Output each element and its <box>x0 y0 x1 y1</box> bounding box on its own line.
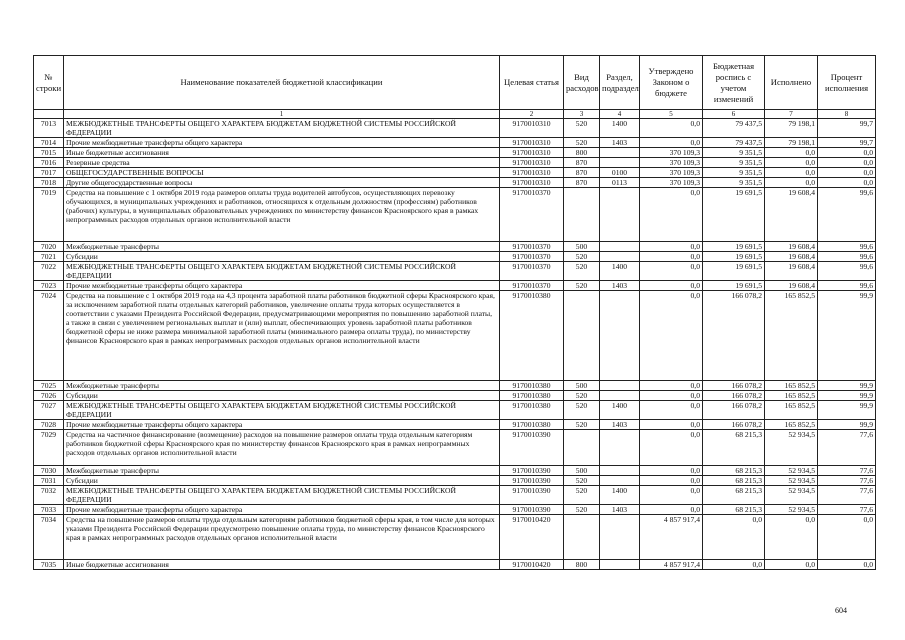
row-executed: 165 852,5 <box>765 391 818 401</box>
row-name: Прочие межбюджетные трансферты общего характера <box>64 138 500 148</box>
row-schedule: 166 078,2 <box>703 381 765 391</box>
row-approved: 0,0 <box>640 420 703 430</box>
row-percent: 99,9 <box>818 381 876 391</box>
row-percent: 0,0 <box>818 178 876 188</box>
row-executed: 19 608,4 <box>765 262 818 281</box>
row-number: 7022 <box>34 262 64 281</box>
row-kind: 500 <box>564 381 600 391</box>
table-row <box>34 138 876 148</box>
row-executed: 19 608,4 <box>765 242 818 252</box>
row-section: 1400 <box>600 486 640 505</box>
row-approved: 0,0 <box>640 430 703 466</box>
row-approved: 0,0 <box>640 391 703 401</box>
row-section: 1400 <box>600 119 640 138</box>
row-approved: 0,0 <box>640 291 703 381</box>
row-percent: 99,6 <box>818 252 876 262</box>
row-schedule: 79 437,5 <box>703 138 765 148</box>
table-row <box>34 505 876 515</box>
row-number: 7030 <box>34 466 64 476</box>
row-target: 9170010370 <box>500 242 564 252</box>
table-row <box>34 430 876 466</box>
table-row <box>34 262 876 281</box>
row-section: 1403 <box>600 420 640 430</box>
row-schedule: 19 691,5 <box>703 281 765 291</box>
row-percent: 0,0 <box>818 560 876 570</box>
header-row-no: № строки <box>34 56 64 110</box>
row-number: 7018 <box>34 178 64 188</box>
row-percent: 99,6 <box>818 188 876 242</box>
row-percent: 99,7 <box>818 138 876 148</box>
row-target: 9170010390 <box>500 505 564 515</box>
budget-table <box>33 55 876 570</box>
header-executed: Исполнено <box>765 56 818 110</box>
row-kind: 870 <box>564 178 600 188</box>
row-section: 1403 <box>600 138 640 148</box>
row-target: 9170010380 <box>500 401 564 420</box>
row-kind: 500 <box>564 242 600 252</box>
row-name: Другие общегосударственные вопросы <box>64 178 500 188</box>
row-kind: 520 <box>564 252 600 262</box>
row-number: 7020 <box>34 242 64 252</box>
row-schedule: 9 351,5 <box>703 168 765 178</box>
row-number: 7014 <box>34 138 64 148</box>
row-executed: 52 934,5 <box>765 466 818 476</box>
row-target: 9170010420 <box>500 515 564 560</box>
row-section <box>600 515 640 560</box>
row-executed: 19 608,4 <box>765 281 818 291</box>
header-target: Целевая статья <box>500 56 564 110</box>
row-kind: 520 <box>564 476 600 486</box>
row-kind: 520 <box>564 281 600 291</box>
row-name: МЕЖБЮДЖЕТНЫЕ ТРАНСФЕРТЫ ОБЩЕГО ХАРАКТЕРА БЮДЖЕТАМ БЮДЖЕТНОЙ СИСТЕМЫ РОССИЙСКОЙ ФЕДЕРАЦИИ <box>64 486 500 505</box>
row-percent: 77,6 <box>818 430 876 466</box>
column-number <box>34 110 64 119</box>
header-percent: Процент исполнения <box>818 56 876 110</box>
row-section <box>600 430 640 466</box>
row-approved: 0,0 <box>640 281 703 291</box>
row-kind: 520 <box>564 138 600 148</box>
row-kind: 520 <box>564 119 600 138</box>
row-section: 1400 <box>600 401 640 420</box>
row-target: 9170010310 <box>500 158 564 168</box>
row-executed: 52 934,5 <box>765 505 818 515</box>
row-schedule: 166 078,2 <box>703 291 765 381</box>
row-section: 1403 <box>600 281 640 291</box>
row-section <box>600 291 640 381</box>
row-kind: 800 <box>564 560 600 570</box>
row-section <box>600 252 640 262</box>
row-executed: 52 934,5 <box>765 486 818 505</box>
row-schedule: 0,0 <box>703 560 765 570</box>
row-percent: 77,6 <box>818 466 876 476</box>
table-row <box>34 119 876 138</box>
table-row <box>34 148 876 158</box>
row-percent: 99,9 <box>818 420 876 430</box>
row-approved: 4 857 917,4 <box>640 515 703 560</box>
row-name: Средства на повышение с 1 октября 2019 года размеров оплаты труда водителей автобусов, осуществляющих перевозку обучающихся, в муниципальных учреждениях и работников, относящихся к отдельным должностям (профессиям) работников (рабочих) культуры, в муниципальных образовательных учреждениях по министерству финансов Красноярского края в рамках непрограммных расходов отдельных органов исполнительной власти <box>64 188 500 242</box>
row-executed: 0,0 <box>765 560 818 570</box>
row-schedule: 68 215,3 <box>703 505 765 515</box>
row-executed: 19 608,4 <box>765 188 818 242</box>
row-name: Средства на повышение с 1 октября 2019 года на 4,3 процента заработной платы работников бюджетной сферы Красноярского края, за исключением заработной платы отдельных категорий работников, увеличение оплаты труда которых осуществляется в соответствии с указами Президента Российской Федерации, предусматривающими мероприятия по повышению заработной платы, а также в связи с увеличением региональных выплат и (или) выплат, обеспечивающих уровень заработной платы работников бюджетной сферы не ниже размера минимальной заработной платы (минимального размера оплаты труда), по министерству финансов Красноярского края в рамках непрограммных расходов отдельных органов исполнительной власти <box>64 291 500 381</box>
row-executed: 0,0 <box>765 178 818 188</box>
row-schedule: 68 215,3 <box>703 476 765 486</box>
row-number: 7031 <box>34 476 64 486</box>
row-name: Субсидии <box>64 391 500 401</box>
row-target: 9170010310 <box>500 178 564 188</box>
row-section <box>600 391 640 401</box>
row-approved: 370 109,3 <box>640 158 703 168</box>
row-target: 9170010370 <box>500 281 564 291</box>
row-percent: 99,6 <box>818 242 876 252</box>
row-approved: 0,0 <box>640 138 703 148</box>
table-row <box>34 188 876 242</box>
row-schedule: 19 691,5 <box>703 188 765 242</box>
row-name: Прочие межбюджетные трансферты общего характера <box>64 420 500 430</box>
row-percent: 99,7 <box>818 119 876 138</box>
table-row <box>34 391 876 401</box>
row-approved: 0,0 <box>640 381 703 391</box>
column-number: 3 <box>564 110 600 119</box>
row-number: 7028 <box>34 420 64 430</box>
column-number: 5 <box>640 110 703 119</box>
row-executed: 19 608,4 <box>765 252 818 262</box>
row-name: Иные бюджетные ассигнования <box>64 148 500 158</box>
row-approved: 370 109,3 <box>640 178 703 188</box>
row-schedule: 19 691,5 <box>703 242 765 252</box>
row-kind: 870 <box>564 158 600 168</box>
row-percent: 99,9 <box>818 391 876 401</box>
row-approved: 0,0 <box>640 466 703 476</box>
row-name: Средства на повышение размеров оплаты труда отдельным категориям работников бюджетной сферы края, в том числе для которых указами Президента Российской Федерации предусмотрено повышение оплаты труда, по министерству финансов Красноярского края в рамках непрограммных расходов отдельных органов исполнительной власти <box>64 515 500 560</box>
row-target: 9170010310 <box>500 119 564 138</box>
row-number: 7026 <box>34 391 64 401</box>
row-kind: 500 <box>564 466 600 476</box>
row-executed: 165 852,5 <box>765 401 818 420</box>
row-target: 9170010420 <box>500 560 564 570</box>
table-row <box>34 281 876 291</box>
row-kind <box>564 291 600 381</box>
table-row <box>34 178 876 188</box>
row-target: 9170010310 <box>500 148 564 158</box>
row-approved: 0,0 <box>640 252 703 262</box>
row-number: 7027 <box>34 401 64 420</box>
column-number: 1 <box>64 110 500 119</box>
column-number: 6 <box>703 110 765 119</box>
row-target: 9170010380 <box>500 420 564 430</box>
row-percent: 99,9 <box>818 401 876 420</box>
row-name: Средства на частичное финансирование (возмещение) расходов на повышение размеров оплаты труда отдельным категориям работников бюджетной сферы Красноярского края по министерству финансов Красноярского края в рамках непрограммных расходов отдельных органов исполнительной власти <box>64 430 500 466</box>
row-number: 7013 <box>34 119 64 138</box>
row-target: 9170010380 <box>500 381 564 391</box>
row-number: 7016 <box>34 158 64 168</box>
row-section <box>600 188 640 242</box>
table-row <box>34 401 876 420</box>
row-schedule: 68 215,3 <box>703 486 765 505</box>
table-row <box>34 420 876 430</box>
row-approved: 0,0 <box>640 242 703 252</box>
row-executed: 165 852,5 <box>765 381 818 391</box>
row-kind: 520 <box>564 420 600 430</box>
table-body <box>34 119 876 570</box>
row-number: 7017 <box>34 168 64 178</box>
row-target: 9170010380 <box>500 291 564 381</box>
row-executed: 79 198,1 <box>765 119 818 138</box>
header-row <box>34 56 876 110</box>
row-target: 9170010390 <box>500 476 564 486</box>
row-executed: 52 934,5 <box>765 476 818 486</box>
row-section <box>600 466 640 476</box>
row-schedule: 9 351,5 <box>703 158 765 168</box>
header-section: Раздел, подраздел <box>600 56 640 110</box>
row-name: МЕЖБЮДЖЕТНЫЕ ТРАНСФЕРТЫ ОБЩЕГО ХАРАКТЕРА БЮДЖЕТАМ БЮДЖЕТНОЙ СИСТЕМЫ РОССИЙСКОЙ ФЕДЕРАЦИИ <box>64 401 500 420</box>
row-percent: 77,6 <box>818 505 876 515</box>
row-name: Прочие межбюджетные трансферты общего характера <box>64 505 500 515</box>
row-schedule: 166 078,2 <box>703 401 765 420</box>
row-section <box>600 476 640 486</box>
row-number: 7033 <box>34 505 64 515</box>
row-target: 9170010310 <box>500 168 564 178</box>
header-schedule: Бюджетная роспись с учетом изменений <box>703 56 765 110</box>
table-row <box>34 476 876 486</box>
row-kind: 870 <box>564 168 600 178</box>
row-schedule: 9 351,5 <box>703 148 765 158</box>
row-name: Иные бюджетные ассигнования <box>64 560 500 570</box>
row-percent: 0,0 <box>818 158 876 168</box>
row-name: Межбюджетные трансферты <box>64 466 500 476</box>
row-percent: 77,6 <box>818 476 876 486</box>
column-number-row <box>34 110 876 119</box>
row-percent: 99,6 <box>818 281 876 291</box>
table-row <box>34 291 876 381</box>
table-row <box>34 168 876 178</box>
row-target: 9170010380 <box>500 391 564 401</box>
row-executed: 0,0 <box>765 148 818 158</box>
row-percent: 0,0 <box>818 148 876 158</box>
row-number: 7025 <box>34 381 64 391</box>
row-executed: 0,0 <box>765 158 818 168</box>
row-section: 1400 <box>600 262 640 281</box>
row-target: 9170010370 <box>500 252 564 262</box>
row-section <box>600 242 640 252</box>
header-approved: Утверждено Законом о бюджете <box>640 56 703 110</box>
row-number: 7021 <box>34 252 64 262</box>
row-approved: 0,0 <box>640 401 703 420</box>
row-approved: 0,0 <box>640 476 703 486</box>
row-kind: 520 <box>564 486 600 505</box>
row-kind: 520 <box>564 391 600 401</box>
row-schedule: 68 215,3 <box>703 430 765 466</box>
row-schedule: 79 437,5 <box>703 119 765 138</box>
row-section <box>600 148 640 158</box>
row-kind <box>564 515 600 560</box>
row-percent: 0,0 <box>818 168 876 178</box>
header-kind: Вид расходов <box>564 56 600 110</box>
row-name: МЕЖБЮДЖЕТНЫЕ ТРАНСФЕРТЫ ОБЩЕГО ХАРАКТЕРА БЮДЖЕТАМ БЮДЖЕТНОЙ СИСТЕМЫ РОССИЙСКОЙ ФЕДЕРАЦИИ <box>64 262 500 281</box>
row-kind <box>564 430 600 466</box>
row-schedule: 19 691,5 <box>703 252 765 262</box>
row-number: 7023 <box>34 281 64 291</box>
row-number: 7019 <box>34 188 64 242</box>
row-target: 9170010390 <box>500 486 564 505</box>
table-row <box>34 515 876 560</box>
row-section: 0100 <box>600 168 640 178</box>
column-number: 7 <box>765 110 818 119</box>
row-percent: 77,6 <box>818 486 876 505</box>
row-target: 9170010390 <box>500 466 564 476</box>
row-percent: 99,9 <box>818 291 876 381</box>
row-name: Резервные средства <box>64 158 500 168</box>
row-name: Субсидии <box>64 252 500 262</box>
row-executed: 165 852,5 <box>765 420 818 430</box>
row-name: МЕЖБЮДЖЕТНЫЕ ТРАНСФЕРТЫ ОБЩЕГО ХАРАКТЕРА БЮДЖЕТАМ БЮДЖЕТНОЙ СИСТЕМЫ РОССИЙСКОЙ ФЕДЕРАЦИИ <box>64 119 500 138</box>
row-name: Прочие межбюджетные трансферты общего характера <box>64 281 500 291</box>
row-section: 0113 <box>600 178 640 188</box>
row-schedule: 19 691,5 <box>703 262 765 281</box>
row-target: 9170010370 <box>500 262 564 281</box>
row-number: 7035 <box>34 560 64 570</box>
table-row <box>34 486 876 505</box>
row-number: 7029 <box>34 430 64 466</box>
row-executed: 165 852,5 <box>765 291 818 381</box>
row-approved: 370 109,3 <box>640 168 703 178</box>
column-number: 8 <box>818 110 876 119</box>
table-row <box>34 466 876 476</box>
row-number: 7034 <box>34 515 64 560</box>
row-section: 1403 <box>600 505 640 515</box>
row-number: 7015 <box>34 148 64 158</box>
table-row <box>34 252 876 262</box>
row-approved: 0,0 <box>640 188 703 242</box>
row-target: 9170010390 <box>500 430 564 466</box>
column-number: 2 <box>500 110 564 119</box>
row-executed: 52 934,5 <box>765 430 818 466</box>
row-section <box>600 158 640 168</box>
row-name: ОБЩЕГОСУДАРСТВЕННЫЕ ВОПРОСЫ <box>64 168 500 178</box>
row-kind: 800 <box>564 148 600 158</box>
table-row <box>34 242 876 252</box>
row-target: 9170010310 <box>500 138 564 148</box>
row-schedule: 166 078,2 <box>703 391 765 401</box>
row-schedule: 9 351,5 <box>703 178 765 188</box>
row-section <box>600 560 640 570</box>
row-name: Субсидии <box>64 476 500 486</box>
row-schedule: 0,0 <box>703 515 765 560</box>
row-kind <box>564 188 600 242</box>
row-approved: 0,0 <box>640 119 703 138</box>
row-number: 7032 <box>34 486 64 505</box>
row-approved: 0,0 <box>640 505 703 515</box>
row-executed: 79 198,1 <box>765 138 818 148</box>
row-kind: 520 <box>564 262 600 281</box>
row-approved: 370 109,3 <box>640 148 703 158</box>
row-approved: 0,0 <box>640 262 703 281</box>
row-kind: 520 <box>564 505 600 515</box>
row-percent: 0,0 <box>818 515 876 560</box>
row-schedule: 68 215,3 <box>703 466 765 476</box>
row-number: 7024 <box>34 291 64 381</box>
row-percent: 99,6 <box>818 262 876 281</box>
header-name: Наименование показателей бюджетной классификации <box>64 56 500 110</box>
row-executed: 0,0 <box>765 168 818 178</box>
row-schedule: 166 078,2 <box>703 420 765 430</box>
table-row <box>34 381 876 391</box>
row-approved: 4 857 917,4 <box>640 560 703 570</box>
row-name: Межбюджетные трансферты <box>64 242 500 252</box>
row-name: Межбюджетные трансферты <box>64 381 500 391</box>
row-executed: 0,0 <box>765 515 818 560</box>
row-approved: 0,0 <box>640 486 703 505</box>
row-target: 9170010370 <box>500 188 564 242</box>
row-kind: 520 <box>564 401 600 420</box>
row-section <box>600 381 640 391</box>
column-number: 4 <box>600 110 640 119</box>
page-number: 604 <box>835 606 847 615</box>
table-row <box>34 158 876 168</box>
table-row <box>34 560 876 570</box>
